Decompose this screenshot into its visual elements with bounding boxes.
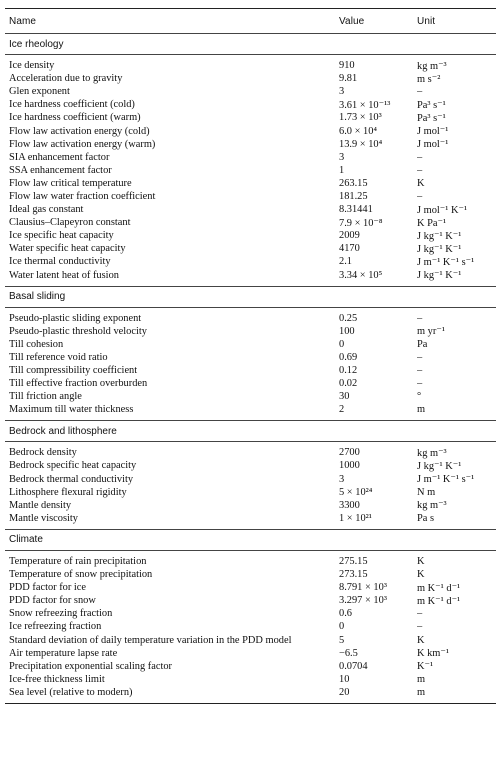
parameter-value: 2: [339, 404, 345, 416]
table-row: [5, 581, 496, 594]
parameter-unit: J kg⁻¹ K⁻¹: [417, 243, 462, 255]
parameter-value: 8.31441: [339, 204, 373, 216]
table-section: [5, 420, 496, 529]
parameter-unit: m: [417, 673, 426, 685]
table-row: [5, 459, 496, 472]
parameter-unit: m: [417, 404, 426, 416]
parameter-name: Flow law activation energy (cold): [9, 125, 150, 137]
parameter-name: Mantle viscosity: [9, 512, 78, 524]
parameter-value: 181.25: [339, 190, 368, 202]
parameter-unit: K km⁻¹: [417, 648, 449, 660]
parameter-unit: –: [417, 351, 423, 363]
table-section: [5, 33, 496, 286]
table-row: [5, 203, 496, 216]
section-title: Bedrock and lithosphere: [9, 425, 117, 437]
section-title: Ice rheology: [9, 38, 64, 50]
parameter-value: 8.791 × 10³: [339, 582, 387, 594]
section-rows: [5, 442, 496, 529]
parameter-unit: K: [417, 569, 425, 581]
parameter-unit: m s⁻²: [417, 73, 441, 85]
parameter-name: Acceleration due to gravity: [9, 73, 123, 85]
table-row: [5, 85, 496, 98]
parameter-value: 0.02: [339, 378, 358, 390]
parameter-value: 3.61 × 10⁻¹³: [339, 99, 391, 111]
parameter-value: 0.0704: [339, 660, 368, 672]
parameter-name: Till compressibility coefficient: [9, 365, 138, 377]
parameter-name: SSA enhancement factor: [9, 164, 112, 176]
parameter-name: Flow law critical temperature: [9, 177, 132, 189]
table-row: [5, 325, 496, 338]
table-row: [5, 446, 496, 459]
parameter-value: 0.69: [339, 351, 358, 363]
parameter-value: 3.297 × 10³: [339, 595, 387, 607]
parameter-name: Pseudo-plastic threshold velocity: [9, 325, 147, 337]
parameter-value: 273.15: [339, 569, 368, 581]
parameter-name: Water latent heat of fusion: [9, 269, 119, 281]
parameter-unit: J m⁻¹ K⁻¹ s⁻¹: [417, 256, 475, 268]
table-row: [5, 255, 496, 268]
parameter-unit: –: [417, 151, 423, 163]
parameter-value: 2.1: [339, 256, 352, 268]
table-row: [5, 673, 496, 686]
parameter-value: 2009: [339, 230, 360, 242]
parameter-unit: –: [417, 164, 423, 176]
table-row: [5, 269, 496, 282]
parameter-value: 4170: [339, 243, 360, 255]
table-row: [5, 312, 496, 325]
table-section: [5, 286, 496, 421]
parameter-value: 3300: [339, 499, 360, 511]
parameter-unit: –: [417, 365, 423, 377]
parameter-unit: kg m⁻³: [417, 60, 447, 72]
parameter-value: 0: [339, 621, 345, 633]
parameter-value: 263.15: [339, 177, 368, 189]
parameter-value: −6.5: [339, 647, 358, 659]
parameter-unit: J mol⁻¹: [417, 126, 449, 138]
parameter-unit: N m: [417, 486, 436, 498]
parameter-unit: K: [417, 177, 425, 189]
table-row: [5, 72, 496, 85]
table-row: [5, 555, 496, 568]
parameter-name: Bedrock specific heat capacity: [9, 460, 137, 472]
parameter-unit: –: [417, 312, 423, 324]
parameter-name: Till effective fraction overburden: [9, 378, 148, 390]
parameter-name: Ideal gas constant: [9, 204, 84, 216]
parameter-unit: –: [417, 378, 423, 390]
parameter-name: Ice thermal conductivity: [9, 256, 111, 268]
parameter-name: Ice density: [9, 60, 55, 72]
table-row: [5, 568, 496, 581]
parameter-value: 0.12: [339, 365, 358, 377]
table-row: [5, 229, 496, 242]
parameter-name: Till reference void ratio: [9, 351, 108, 363]
parameter-value: 7.9 × 10⁻⁸: [339, 217, 383, 229]
parameter-value: 30: [339, 391, 350, 403]
table-row: [5, 111, 496, 124]
parameter-unit: m: [417, 686, 426, 698]
parameter-name: Water specific heat capacity: [9, 243, 126, 255]
parameter-unit: Pa³ s⁻¹: [417, 112, 446, 124]
table-row: [5, 164, 496, 177]
parameter-name: Flow law water fraction coefficient: [9, 190, 156, 202]
table-row: [5, 124, 496, 137]
parameter-name: Ice specific heat capacity: [9, 230, 114, 242]
table-row: [5, 620, 496, 633]
parameter-unit: m K⁻¹ d⁻¹: [417, 582, 461, 594]
table-section: [5, 529, 496, 703]
parameter-value: 6.0 × 10⁴: [339, 125, 378, 137]
table-row: [5, 390, 496, 403]
parameter-unit: –: [417, 190, 423, 202]
parameter-unit: Pa s: [417, 512, 435, 524]
parameter-unit: K: [417, 555, 425, 567]
parameter-unit: m yr⁻¹: [417, 326, 445, 338]
table-row: [5, 512, 496, 525]
parameter-value: 3: [339, 151, 345, 163]
parameter-unit: –: [417, 608, 423, 620]
parameter-value: 1000: [339, 460, 360, 472]
parameter-unit: kg m⁻³: [417, 500, 447, 512]
parameter-name: PDD factor for snow: [9, 595, 96, 607]
parameter-value: 13.9 × 10⁴: [339, 138, 383, 150]
column-header-name: Name: [9, 15, 37, 27]
column-header-unit: Unit: [417, 15, 436, 27]
parameter-name: Flow law activation energy (warm): [9, 138, 156, 150]
parameter-name: Mantle density: [9, 499, 72, 511]
table-row: [5, 364, 496, 377]
table-row: [5, 473, 496, 486]
table-header: [5, 9, 496, 33]
table-row: [5, 177, 496, 190]
parameter-name: Bedrock density: [9, 447, 77, 459]
parameter-unit: J m⁻¹ K⁻¹ s⁻¹: [417, 474, 475, 486]
parameter-unit: K Pa⁻¹: [417, 217, 447, 229]
table-row: [5, 151, 496, 164]
parameter-name: Temperature of snow precipitation: [9, 569, 153, 581]
table-row: [5, 242, 496, 255]
parameter-name: Precipitation exponential scaling factor: [9, 660, 173, 672]
parameter-value: 1: [339, 164, 345, 176]
parameter-value: 1.73 × 10³: [339, 112, 382, 124]
parameter-unit: –: [417, 86, 423, 98]
parameter-unit: K⁻¹: [417, 661, 434, 673]
parameter-name: Pseudo-plastic sliding exponent: [9, 312, 142, 324]
parameter-unit: J kg⁻¹ K⁻¹: [417, 460, 462, 472]
section-title: Basal sliding: [9, 291, 66, 303]
parameter-value: 100: [339, 325, 355, 337]
section-rows: [5, 308, 496, 421]
parameter-value: 10: [339, 673, 350, 685]
parameter-value: 20: [339, 686, 350, 698]
parameter-value: 0: [339, 338, 345, 350]
table-row: [5, 647, 496, 660]
table-row: [5, 486, 496, 499]
table-row: [5, 338, 496, 351]
parameter-name: Till friction angle: [9, 391, 82, 403]
parameter-unit: K: [417, 634, 425, 646]
table-row: [5, 686, 496, 699]
table-row: [5, 138, 496, 151]
parameter-value: 910: [339, 60, 355, 72]
table-row: [5, 59, 496, 72]
bottom-rule: [5, 703, 496, 704]
parameter-name: Temperature of rain precipitation: [9, 555, 147, 567]
parameter-value: 5: [339, 634, 345, 646]
table-row: [5, 403, 496, 416]
table-row: [5, 594, 496, 607]
parameter-name: Till cohesion: [9, 338, 64, 350]
parameter-value: 275.15: [339, 555, 368, 567]
parameter-unit: °: [417, 391, 422, 403]
parameter-name: Bedrock thermal conductivity: [9, 473, 134, 485]
parameter-name: Ice refreezing fraction: [9, 621, 102, 633]
parameter-name: Maximum till water thickness: [9, 404, 134, 416]
parameter-name: Ice-free thickness limit: [9, 673, 105, 685]
table-row: [5, 190, 496, 203]
table-row: [5, 607, 496, 620]
parameter-unit: J mol⁻¹ K⁻¹: [417, 204, 468, 216]
parameter-name: Air temperature lapse rate: [9, 647, 118, 659]
table-row: [5, 633, 496, 646]
table-row: [5, 660, 496, 673]
table-row: [5, 351, 496, 364]
table-row: [5, 377, 496, 390]
parameter-value: 0.25: [339, 312, 358, 324]
parameter-name: Lithosphere flexural rigidity: [9, 486, 127, 498]
section-title: Climate: [9, 534, 43, 546]
parameter-unit: kg m⁻³: [417, 447, 447, 459]
column-header-value: Value: [339, 15, 365, 27]
parameter-value: 0.6: [339, 608, 352, 620]
parameter-name: Standard deviation of daily temperature variation in the PDD model: [9, 634, 292, 646]
parameter-unit: Pa: [417, 338, 428, 350]
parameter-name: Ice hardness coefficient (cold): [9, 99, 135, 111]
parameter-name: Glen exponent: [9, 86, 70, 98]
parameter-unit: J kg⁻¹ K⁻¹: [417, 270, 462, 282]
table-row: [5, 216, 496, 229]
parameter-name: Clausius–Clapeyron constant: [9, 217, 131, 229]
parameter-unit: J mol⁻¹: [417, 139, 449, 151]
parameter-unit: –: [417, 621, 423, 633]
table-row: [5, 98, 496, 111]
parameter-name: Sea level (relative to modern): [9, 686, 133, 698]
section-rows: [5, 551, 496, 703]
table-body: [5, 33, 496, 704]
parameter-value: 3.34 × 10⁵: [339, 269, 383, 281]
parameter-unit: m K⁻¹ d⁻¹: [417, 595, 461, 607]
parameter-name: PDD factor for ice: [9, 582, 87, 594]
parameter-value: 3: [339, 473, 345, 485]
parameter-value: 3: [339, 86, 345, 98]
parameter-name: SIA enhancement factor: [9, 151, 110, 163]
parameter-value: 5 × 10²⁴: [339, 486, 373, 498]
parameter-table: [5, 8, 496, 704]
parameter-value: 1 × 10²¹: [339, 512, 372, 524]
table-row: [5, 499, 496, 512]
parameter-name: Snow refreezing fraction: [9, 608, 113, 620]
parameter-unit: Pa³ s⁻¹: [417, 99, 446, 111]
parameter-value: 9.81: [339, 73, 358, 85]
parameter-name: Ice hardness coefficient (warm): [9, 112, 141, 124]
parameter-value: 2700: [339, 447, 360, 459]
parameter-unit: J kg⁻¹ K⁻¹: [417, 230, 462, 242]
section-rows: [5, 55, 496, 286]
